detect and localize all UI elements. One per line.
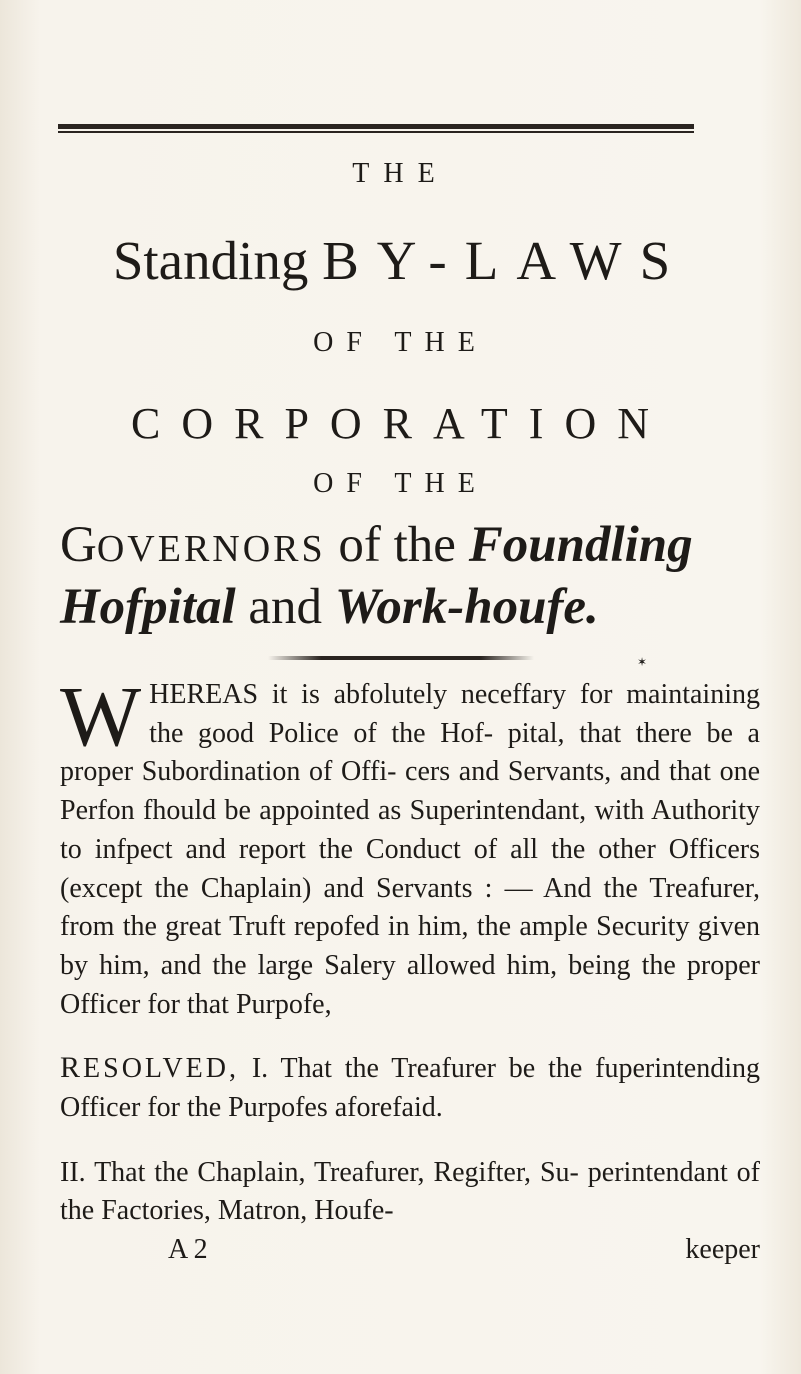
whereas-word: HEREAS	[149, 679, 259, 710]
title-the: THE	[352, 158, 449, 189]
title-of-the-1: OF THE	[313, 327, 488, 358]
catchword: keeper	[685, 1234, 760, 1266]
drop-cap: W	[60, 668, 142, 764]
page-footer	[60, 1231, 760, 1270]
paragraph-2-text: I. That the Treafurer be the fuperintending Officer for the Purpofes aforefaid.	[60, 1053, 760, 1124]
title-governors-line	[60, 516, 693, 574]
title-bylaws: BY-LAWS	[322, 230, 689, 291]
governors-rest: OVERNORS	[96, 528, 326, 570]
title-of-the-2: OF THE	[313, 468, 488, 499]
paragraph-3: II. That the Chaplain, Treafurer, Regifter, Su- perintendant of the Factories, Matron, Houfe-	[60, 1156, 760, 1227]
title-hospital-line	[60, 578, 599, 636]
governors-of-the: of the	[338, 517, 456, 573]
whereas-paragraph	[60, 668, 760, 1024]
title-standing: Standing	[112, 230, 309, 291]
top-double-rule	[58, 124, 694, 133]
and-word: and	[248, 579, 323, 635]
ornamental-rule	[268, 656, 534, 660]
paragraph-1-text: it is abfolutely neceffary for maintaining the good Police of the Hof- pital, that there be a proper Subordination of Offi- cers and Servants, and that one Perfon fhould be appointed as Superintendant, with Authority to infpect and report the Conduct of all the other Officers (except the Chaplain) and Servants : — And the Treafurer, from the great Truft repofed in him, the ample Security given by him, and the large Salery allowed him, being the proper Officer for that Purpofe,	[60, 679, 760, 1020]
hospital-word: Hofpital	[60, 579, 236, 635]
title-standing-bylaws	[0, 229, 801, 292]
title-corporation: CORPORATION	[130, 399, 671, 448]
ornament-star: ✶	[637, 655, 648, 669]
resolved-word: RESOLVED,	[60, 1051, 239, 1085]
workhouse-word: Work-houfe.	[334, 579, 599, 635]
body-text	[60, 668, 760, 1270]
foundling-word: Foundling	[468, 517, 693, 573]
resolved-paragraph	[60, 1049, 760, 1127]
governors-initial: G	[60, 517, 97, 573]
signature-mark: A 2	[168, 1234, 208, 1266]
